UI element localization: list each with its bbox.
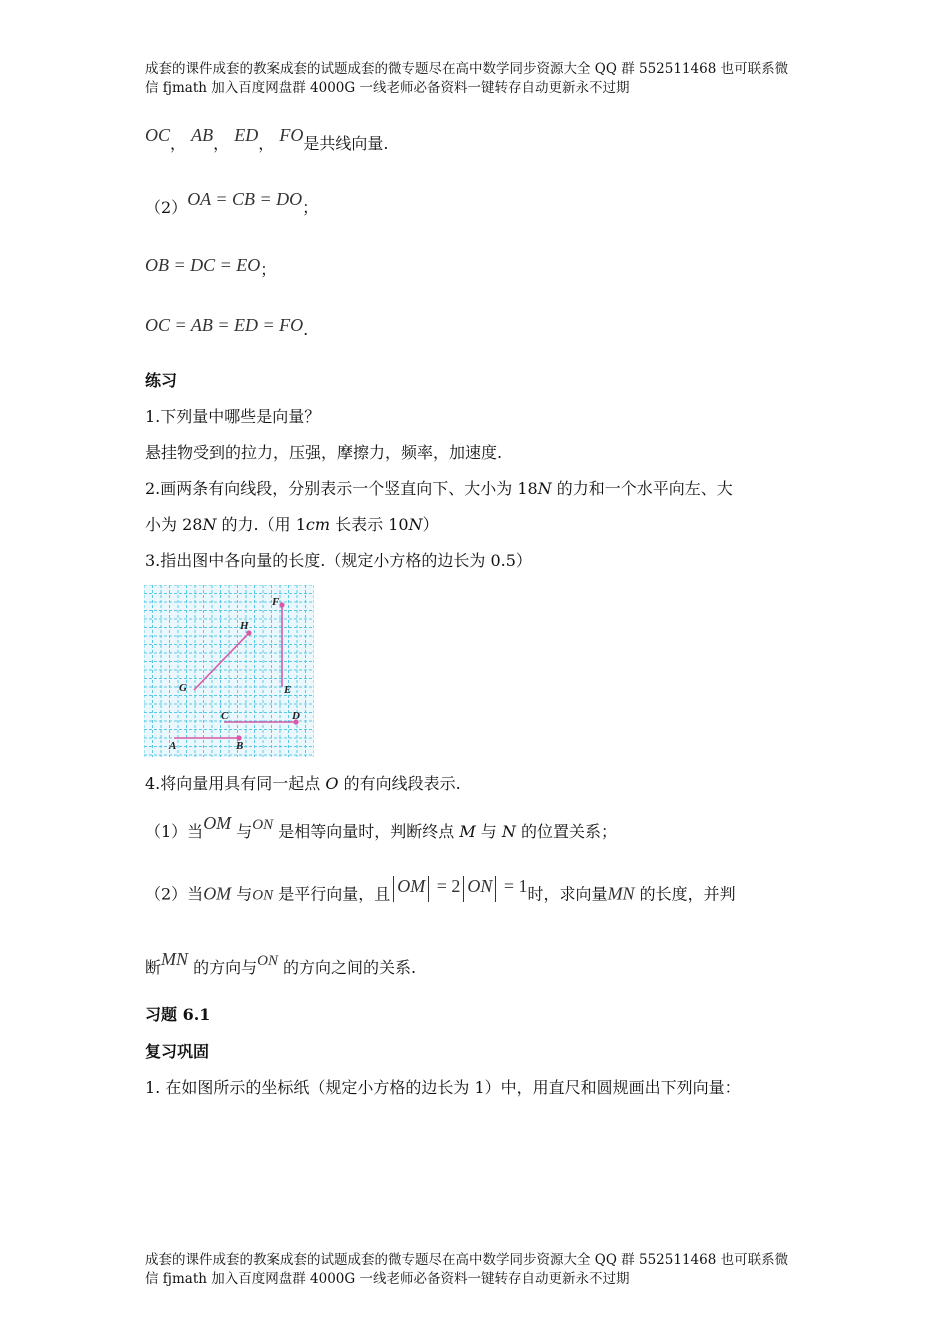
exercise-subtitle: 复习巩固 xyxy=(145,1042,210,1061)
header-line-2: 信 fjmath 加入百度网盘群 4000G 一线老师必备资料一键转存自动更新永不过期 xyxy=(145,80,630,96)
abs-bar xyxy=(463,876,464,902)
q4-3-a: 断 xyxy=(145,958,162,977)
q4-2-tail-b: 的长度，并判 xyxy=(634,884,736,904)
vector-MN: MN xyxy=(161,949,189,969)
q2-text-f: ） xyxy=(422,515,439,534)
vector-ON: ON xyxy=(252,817,274,833)
label-A: A xyxy=(169,740,177,752)
q2-text-d: 的力.（用 1 xyxy=(216,515,306,534)
equation-1: OA = CB = DO xyxy=(187,189,303,209)
vector-OM: OM xyxy=(203,813,232,833)
separator: ， xyxy=(258,134,275,153)
label-B: B xyxy=(236,740,244,752)
q2-text-b: 的力和一个水平向左、大 xyxy=(551,479,733,498)
vector-ON: ON xyxy=(252,887,274,904)
q4-3-c: 的方向之间的关系. xyxy=(277,958,417,977)
page-header xyxy=(145,60,810,98)
practice-q3: 3.指出图中各向量的长度.（规定小方格的边长为 0.5） xyxy=(145,551,532,570)
separator: ， xyxy=(213,134,230,153)
part2-eq1-line xyxy=(145,189,319,219)
equation-1-end: ； xyxy=(302,198,319,217)
practice-q1: 1.下列量中哪些是向量？ xyxy=(145,407,321,426)
q4-text-b: 的有向线段表示. xyxy=(338,774,461,793)
eq-mid: = 2 xyxy=(432,875,461,896)
page-footer xyxy=(145,1251,810,1289)
abs-OM: OM xyxy=(397,875,426,896)
q4-1-end: 的位置关系； xyxy=(515,822,617,841)
point-O: O xyxy=(325,774,339,793)
collinear-vectors-line xyxy=(145,125,389,155)
vector-FO: FO xyxy=(279,125,304,145)
point-N: N xyxy=(501,822,516,841)
vector-OM: OM xyxy=(203,883,232,904)
practice-title: 练习 xyxy=(145,371,178,390)
equation-2: OB = DC = EO xyxy=(145,255,261,275)
practice-q4-part2-cont xyxy=(145,949,417,980)
q4-1-and: 与 xyxy=(231,822,253,841)
unit-cm: cm xyxy=(305,515,331,534)
q2-text-e: 长表示 10 xyxy=(330,515,409,534)
q2-text-c: 小为 28 xyxy=(145,515,203,534)
q4-text-a: 4.将向量用具有同一起点 xyxy=(145,774,326,793)
separator: ， xyxy=(170,134,187,153)
equation-3-end: . xyxy=(303,320,309,339)
abs-bar xyxy=(428,876,429,902)
label-H: H xyxy=(240,620,249,632)
exercise-q1: 1. 在如图所示的坐标纸（规定小方格的边长为 1）中，用直尺和圆规画出下列向量： xyxy=(145,1078,741,1097)
practice-q4-part2 xyxy=(145,875,736,908)
label-C: C xyxy=(221,710,229,722)
footer-line-1: 成套的课件成套的教案成套的试题成套的微专题尽在高中数学同步资源大全 QQ 群 552511468 也可联系微 xyxy=(145,1252,789,1268)
grid-lines xyxy=(144,585,314,757)
footer-line-2: 信 fjmath 加入百度网盘群 4000G 一线老师必备资料一键转存自动更新永不过期 xyxy=(145,1271,630,1287)
q4-3-b: 的方向与 xyxy=(188,958,258,977)
q4-1-label: （1）当 xyxy=(145,822,204,841)
vector-ED: ED xyxy=(234,125,259,145)
point-M: M xyxy=(459,822,476,841)
abs-ON: ON xyxy=(467,875,493,896)
collinear-suffix: 是共线向量. xyxy=(303,134,389,153)
vector-ON: ON xyxy=(257,953,278,969)
abs-bar xyxy=(495,876,496,902)
label-G: G xyxy=(179,682,187,694)
header-line-1: 成套的课件成套的教案成套的试题成套的微专题尽在高中数学同步资源大全 QQ 群 552511468 也可联系微 xyxy=(145,61,789,77)
part2-label: （2） xyxy=(145,198,188,217)
abs-bar xyxy=(393,876,394,902)
eq-end: = 1 xyxy=(499,875,528,896)
point-F xyxy=(280,603,284,607)
practice-q1-items: 悬挂物受到的拉力，压强，摩擦力，频率，加速度. xyxy=(145,443,503,462)
practice-q2-line1 xyxy=(145,478,733,500)
practice-q4-part1 xyxy=(145,813,617,844)
equation-2-end: ； xyxy=(260,260,277,279)
q4-1-and2: 与 xyxy=(475,822,502,841)
label-D: D xyxy=(292,710,300,722)
q2-text-a: 2.画两条有向线段，分别表示一个竖直向下、大小为 18 xyxy=(145,479,538,498)
q4-2-and: 与 xyxy=(231,884,253,904)
q4-2-tail-a: 时，求向量 xyxy=(527,884,608,904)
practice-q4 xyxy=(145,773,461,795)
exercise-title: 习题 6.1 xyxy=(145,1005,211,1024)
label-E: E xyxy=(284,684,292,696)
part2-eq2-line xyxy=(145,255,277,281)
practice-q2-line2 xyxy=(145,514,439,536)
unit-N: N xyxy=(202,515,217,534)
q4-2-text: 是平行向量，且 xyxy=(273,884,391,904)
unit-N: N xyxy=(408,515,423,534)
vector-MN: MN xyxy=(607,883,635,904)
equation-3: OC = AB = ED = FO xyxy=(145,315,304,335)
label-F: F xyxy=(272,596,280,608)
vector-grid-figure xyxy=(144,585,314,757)
vector-OC: OC xyxy=(145,125,171,145)
q4-1-text: 是相等向量时，判断终点 xyxy=(273,822,460,841)
q4-2-label: （2）当 xyxy=(145,884,204,904)
unit-N: N xyxy=(537,479,552,498)
part2-eq3-line xyxy=(145,315,309,341)
vector-AB: AB xyxy=(191,125,214,145)
